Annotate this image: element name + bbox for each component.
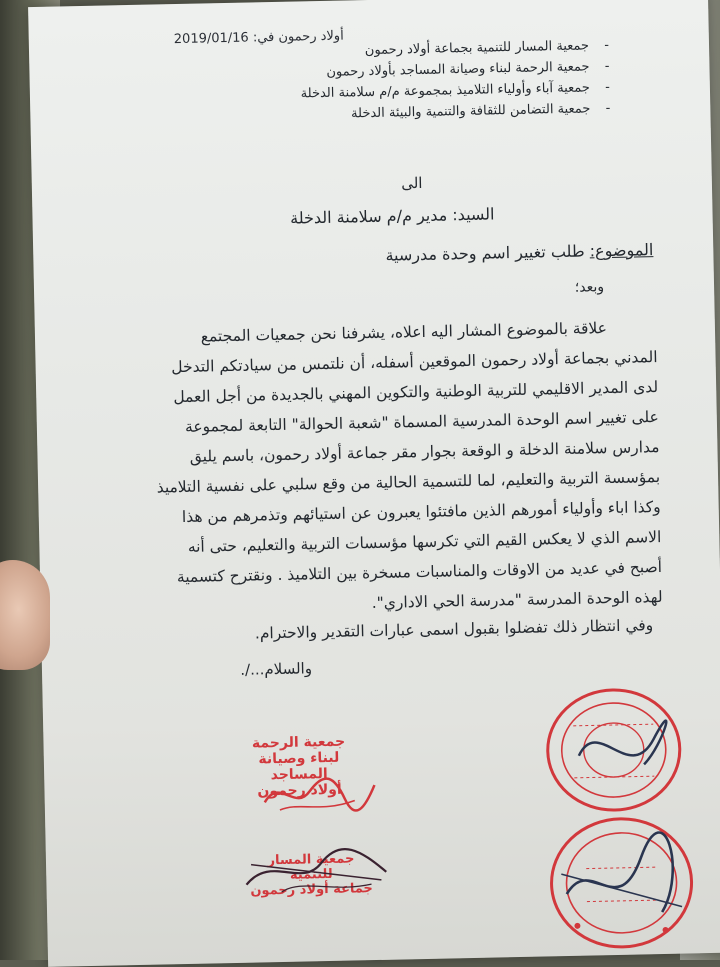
sender-association: - جمعية التضامن للثقافة والتنمية والبيئة الدخلة: [280, 98, 610, 126]
subject-text: طلب تغيير اسم وحدة مدرسية: [385, 241, 590, 265]
body-line: لهذه الوحدة المدرسة "مدرسة الحي الاداري".: [371, 587, 663, 613]
stamp-line: جمعية الرحمة: [251, 733, 346, 752]
body-line: مدارس سلامنة الدخلة و الوقعة بجوار مقر جماعة أولاد رحمون، باسم يليق: [189, 437, 660, 466]
signature-scribble: [241, 842, 392, 900]
body-line: علاقة بالموضوع المشار اليه اعلاه، يشرفنا نحن جمعيات المجتمع: [200, 319, 608, 346]
sender-associations-list: [279, 35, 611, 126]
body-line: الاسم الذي لا يعكس القيم التي تكرسها مؤسسات التربية والتعليم، حتى أنه: [187, 527, 662, 556]
letter-date: أولاد رحمون في: 2019/01/16: [173, 28, 344, 48]
stamp-line: أولاد رحمون: [257, 782, 342, 800]
body-line: على تغيير اسم الوحدة المدرسية المسماة "شعبة الحوالة" التابعة لمجموعة: [184, 408, 659, 436]
signature-scribble: [259, 770, 380, 818]
greeting: وبعد؛: [574, 279, 605, 296]
body-line: بمؤسسة التربية والتعليم، لما للتسمية الحالية من وقع سلبي على نفسية التلاميذ: [156, 467, 661, 497]
sender-association: - جمعية المسار للتنمية بجماعة أولاد رحمون: [279, 35, 609, 63]
thumb: [0, 560, 50, 670]
recipient-line: السيد: مدير م/م سلامنة الدخلة: [289, 204, 495, 228]
sign-off: والسلام.../.: [240, 659, 313, 679]
sender-association: - جمعية آباء وأولياء التلاميذ بمجموعة م/م سلامنة الدخلة: [280, 77, 610, 105]
letter-body: [97, 312, 663, 624]
subject-label: الموضوع:: [589, 240, 654, 261]
to-label: الى: [401, 173, 423, 193]
body-line: أصبح في عديد من الاوقات والمناسبات مسخرة بين التلاميذ . ونقترح كتسمية: [176, 557, 663, 587]
letter-paper: [28, 0, 720, 967]
subject-line: [293, 240, 653, 267]
closing-line: وفي انتظار ذلك تفضلوا بقبول اسمى عبارات التقدير والاحترام.: [254, 616, 654, 643]
sender-association: - جمعية الرحمة لبناء وصيانة المساجد بأولاد رحمون: [279, 56, 609, 84]
parents-association-seal: [542, 684, 685, 817]
solidarity-association-seal: [545, 811, 698, 954]
body-line: لدى المدير الاقليمي للتربية الوطنية والتكوين المهني بالجديدة من أجل العمل: [173, 378, 659, 407]
stamp-line: لبناء وصيانة المساجد: [258, 749, 340, 784]
stamp-line: جماعة أولاد رحمون: [250, 880, 373, 899]
body-line: وكذا اباء وأولياء أمورهم الذين مافتئوا يعبرون عن استيائهم وتذمرهم من هذا: [181, 497, 661, 527]
stamp-line: جمعية المسار للتنمية: [267, 851, 355, 883]
body-line: المدني بجماعة أولاد رحمون الموقعين أسفله، أن نلتمس من سيادتكم التدخل: [171, 348, 658, 377]
